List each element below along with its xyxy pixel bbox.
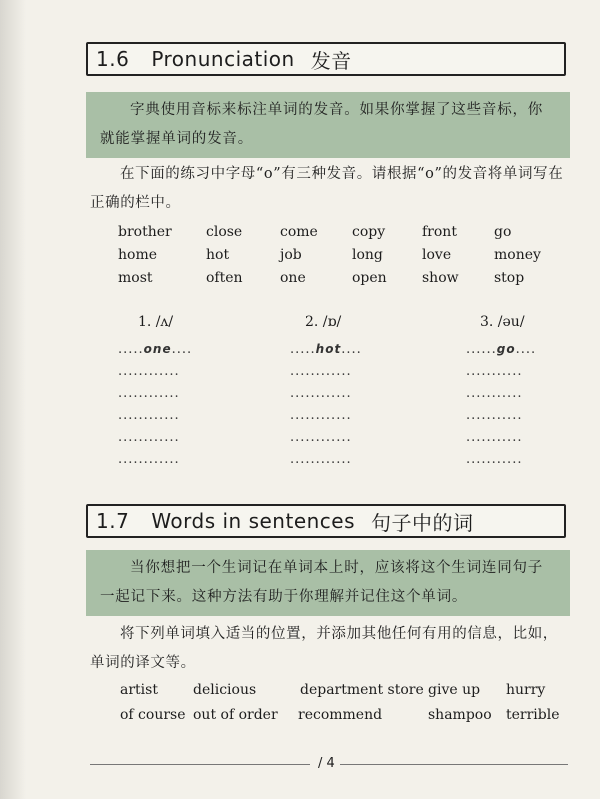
word-bank-item: give up (428, 682, 481, 698)
answer-column-heading: 1. /ʌ/ (138, 314, 174, 330)
word-bank-item: show (422, 270, 459, 286)
answer-blank[interactable]: ............ (290, 364, 352, 379)
footer-rule-left (90, 764, 310, 765)
answer-blank[interactable]: ............ (118, 430, 180, 445)
word-bank-item: department store (300, 682, 424, 698)
word-bank-item: love (422, 247, 452, 263)
word-bank-item: open (352, 270, 387, 286)
section-title: Pronunciation (151, 47, 295, 71)
answer-blank[interactable]: ........... (466, 430, 523, 445)
word-bank-item: hot (206, 247, 230, 263)
answer-blank[interactable]: ............ (290, 408, 352, 423)
word-bank-item: money (494, 247, 541, 263)
answer-blank[interactable]: ............ (290, 452, 352, 467)
section-title-zh: 发音 (310, 48, 352, 73)
answer-blank[interactable]: ............ (118, 364, 180, 379)
word-bank-item: of course (120, 707, 186, 723)
section-number: 1.6 (96, 47, 130, 71)
answer-column-heading: 2. /ɒ/ (305, 314, 342, 330)
answer-blank[interactable]: ............ (118, 386, 180, 401)
word-bank-item: hurry (506, 682, 546, 698)
word-bank-item: terrible (506, 707, 560, 723)
section-number: 1.7 (96, 509, 130, 533)
word-bank-item: artist (120, 682, 158, 698)
word-bank-item: delicious (193, 682, 257, 698)
answer-blank[interactable]: ............ (118, 452, 180, 467)
answer-example: ......go.... (466, 342, 537, 357)
word-bank-item: often (206, 270, 243, 286)
answer-blank[interactable]: ........... (466, 386, 523, 401)
answer-blank[interactable]: ............ (290, 386, 352, 401)
answer-blank[interactable]: ........... (466, 452, 523, 467)
section-1-7-heading (86, 504, 566, 538)
answer-blank[interactable]: ............ (290, 430, 352, 445)
word-bank-item: stop (494, 270, 525, 286)
word-bank-item: job (280, 247, 302, 263)
section-1-6-heading (86, 42, 566, 76)
word-bank-item: home (118, 247, 158, 263)
instruction-1: 在下面的练习中字母“o”有三种发音。请根据“o”的发音将单词写在正确的栏中。 (90, 166, 564, 211)
answer-example: .....hot.... (290, 342, 362, 357)
section-title-zh: 句子中的词 (371, 510, 474, 535)
word-bank-item: most (118, 270, 153, 286)
tip-text: 字典使用音标来标注单词的发音。如果你掌握了这些音标，你就能掌握单词的发音。 (100, 102, 544, 147)
page-number: / 4 (318, 756, 335, 771)
answer-blank[interactable]: ............ (118, 408, 180, 423)
section-title: Words in sentences (151, 509, 356, 533)
word-bank-item: one (280, 270, 306, 286)
answer-blank[interactable]: ........... (466, 364, 523, 379)
tip-box-1 (86, 92, 570, 158)
word-bank-item: copy (352, 224, 386, 240)
tip-box-2 (86, 550, 570, 616)
footer-rule-right (340, 764, 568, 765)
answer-example: .....one.... (118, 342, 193, 357)
answer-blank[interactable]: ........... (466, 408, 523, 423)
word-bank-item: close (206, 224, 243, 240)
answer-column-heading: 3. /əu/ (480, 314, 525, 330)
page-edge (0, 0, 26, 799)
word-bank-item: front (422, 224, 457, 240)
word-bank-item: brother (118, 224, 172, 240)
instruction-2: 将下列单词填入适当的位置，并添加其他任何有用的信息，比如，单词的译文等。 (90, 626, 558, 671)
word-bank-item: come (280, 224, 318, 240)
word-bank-item: go (494, 224, 512, 240)
word-bank-item: long (352, 247, 383, 263)
word-bank-item: recommend (298, 707, 383, 723)
tip-text: 当你想把一个生词记在单词本上时，应该将这个生词连同句子一起记下来。这种方法有助于你理解并记住这个单词。 (100, 560, 544, 605)
word-bank-item: out of order (193, 707, 278, 723)
word-bank-item: shampoo (428, 707, 492, 723)
